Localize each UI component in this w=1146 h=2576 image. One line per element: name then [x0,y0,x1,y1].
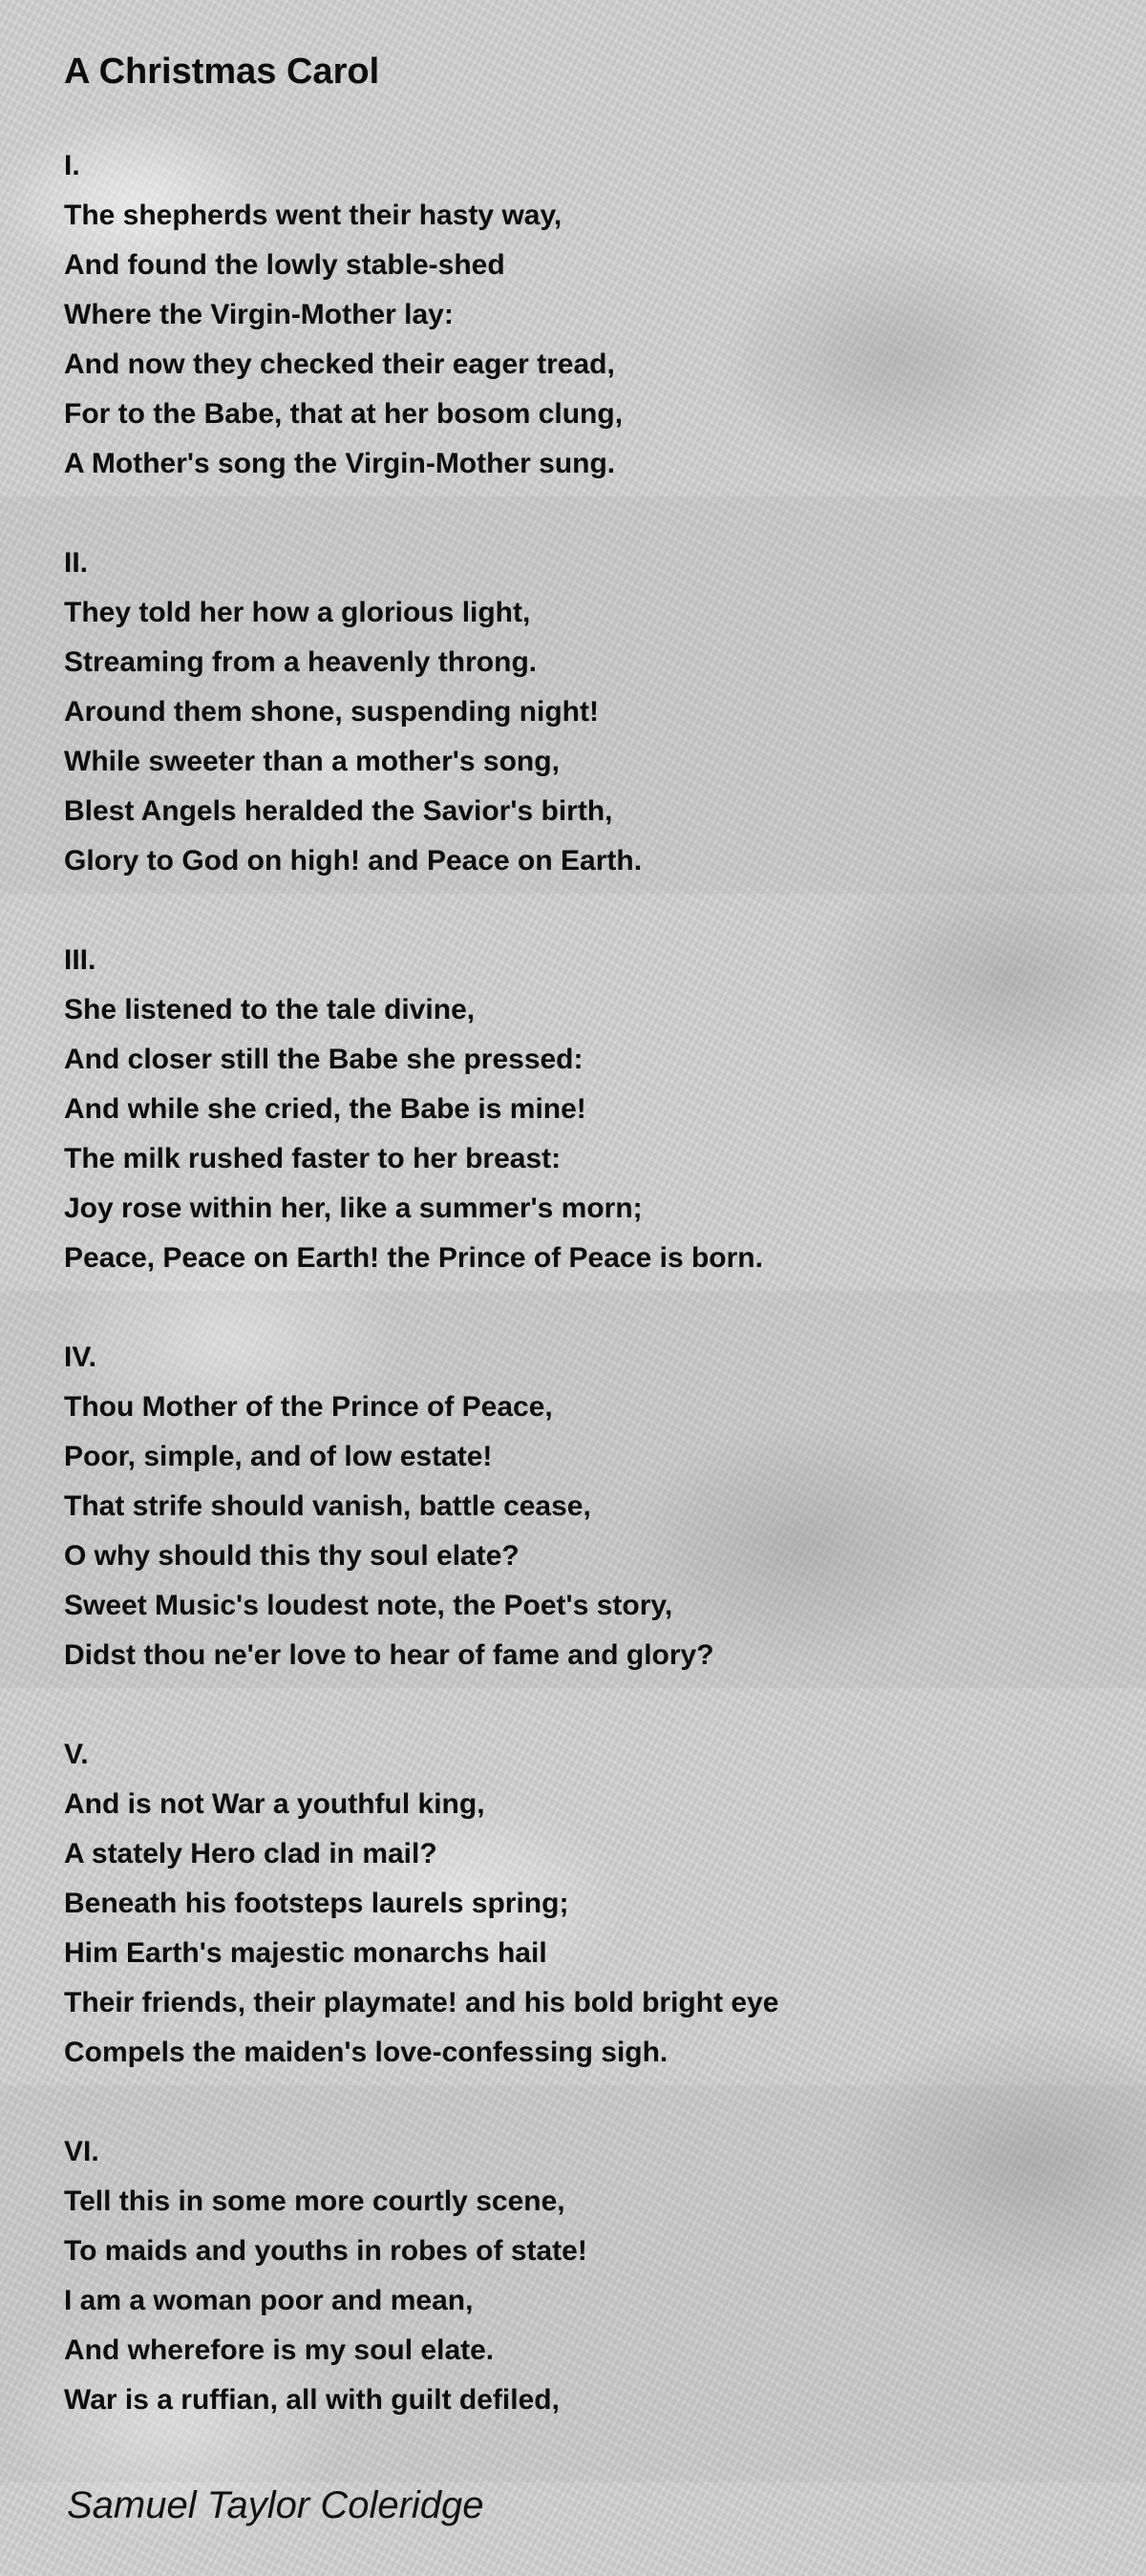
poem-line: Thou Mother of the Prince of Peace, [64,1391,553,1423]
stanza-6 [0,2085,1146,2482]
stanza-5 [0,1688,1146,2085]
poem-line: Blest Angels heralded the Savior's birth, [64,795,613,827]
stanza-label: IV. [64,1341,96,1373]
stanza-4 [0,1291,1146,1688]
stanza-label: V. [64,1739,89,1770]
poem-line: I am a woman poor and mean, [64,2285,474,2316]
poem-line: Where the Virgin-Mother lay: [64,299,454,330]
poem-line: And while she cried, the Babe is mine! [64,1093,586,1125]
poem-line: And found the lowly stable-shed [64,249,505,281]
poem-line: Peace, Peace on Earth! the Prince of Peace is born. [64,1242,763,1274]
poem-line: To maids and youths in robes of state! [64,2235,587,2267]
poem-line: O why should this thy soul elate? [64,1540,520,1572]
poem-line: A stately Hero clad in mail? [64,1838,437,1869]
poem-line: Around them shone, suspending night! [64,696,599,728]
poem-line: War is a ruffian, all with guilt defiled, [64,2384,560,2416]
stanza-label: VI. [64,2136,99,2167]
poem-line: Their friends, their playmate! and his bold bright eye [64,1987,779,2018]
poem-line: And closer still the Babe she pressed: [64,1044,584,1075]
poem-line: For to the Babe, that at her bosom clung, [64,398,624,430]
poem-line: Compels the maiden's love-confessing sigh. [64,2037,668,2068]
stanza-1 [0,99,1146,496]
poem-line: And is not War a youthful king, [64,1788,485,1820]
stanza-label: III. [64,944,96,976]
poem-line: The milk rushed faster to her breast: [64,1143,562,1174]
poem-line: Poor, simple, and of low estate! [64,1441,493,1472]
stanza-label: I. [64,150,80,181]
poem-line: Him Earth's majestic monarchs hail [64,1937,547,1969]
poem-line: And wherefore is my soul elate. [64,2334,495,2366]
poem-line: Sweet Music's loudest note, the Poet's story, [64,1590,673,1621]
stanza-label: II. [64,547,89,579]
stanza-2 [0,496,1146,894]
poem-line: And now they checked their eager tread, [64,348,615,380]
poem-line: A Mother's song the Virgin-Mother sung. [64,448,616,479]
poem-line: Beneath his footsteps laurels spring; [64,1888,569,1919]
poem-line: Streaming from a heavenly throng. [64,646,538,678]
poem-line: Tell this in some more courtly scene, [64,2185,565,2217]
poem-line: Didst thou ne'er love to hear of fame and glory? [64,1639,714,1671]
poem-line: That strife should vanish, battle cease, [64,1490,591,1522]
stanza-3 [0,894,1146,1291]
poem-line: While sweeter than a mother's song, [64,746,560,777]
poem-line: Glory to God on high! and Peace on Earth. [64,845,643,876]
poem-line: Joy rose within her, like a summer's morn; [64,1193,643,1224]
poem-title: A Christmas Carol [64,52,380,92]
author-name: Samuel Taylor Coleridge [67,2484,484,2526]
poem-line: The shepherds went their hasty way, [64,200,562,231]
poem-line: They told her how a glorious light, [64,597,531,628]
poem-line: She listened to the tale divine, [64,994,476,1025]
